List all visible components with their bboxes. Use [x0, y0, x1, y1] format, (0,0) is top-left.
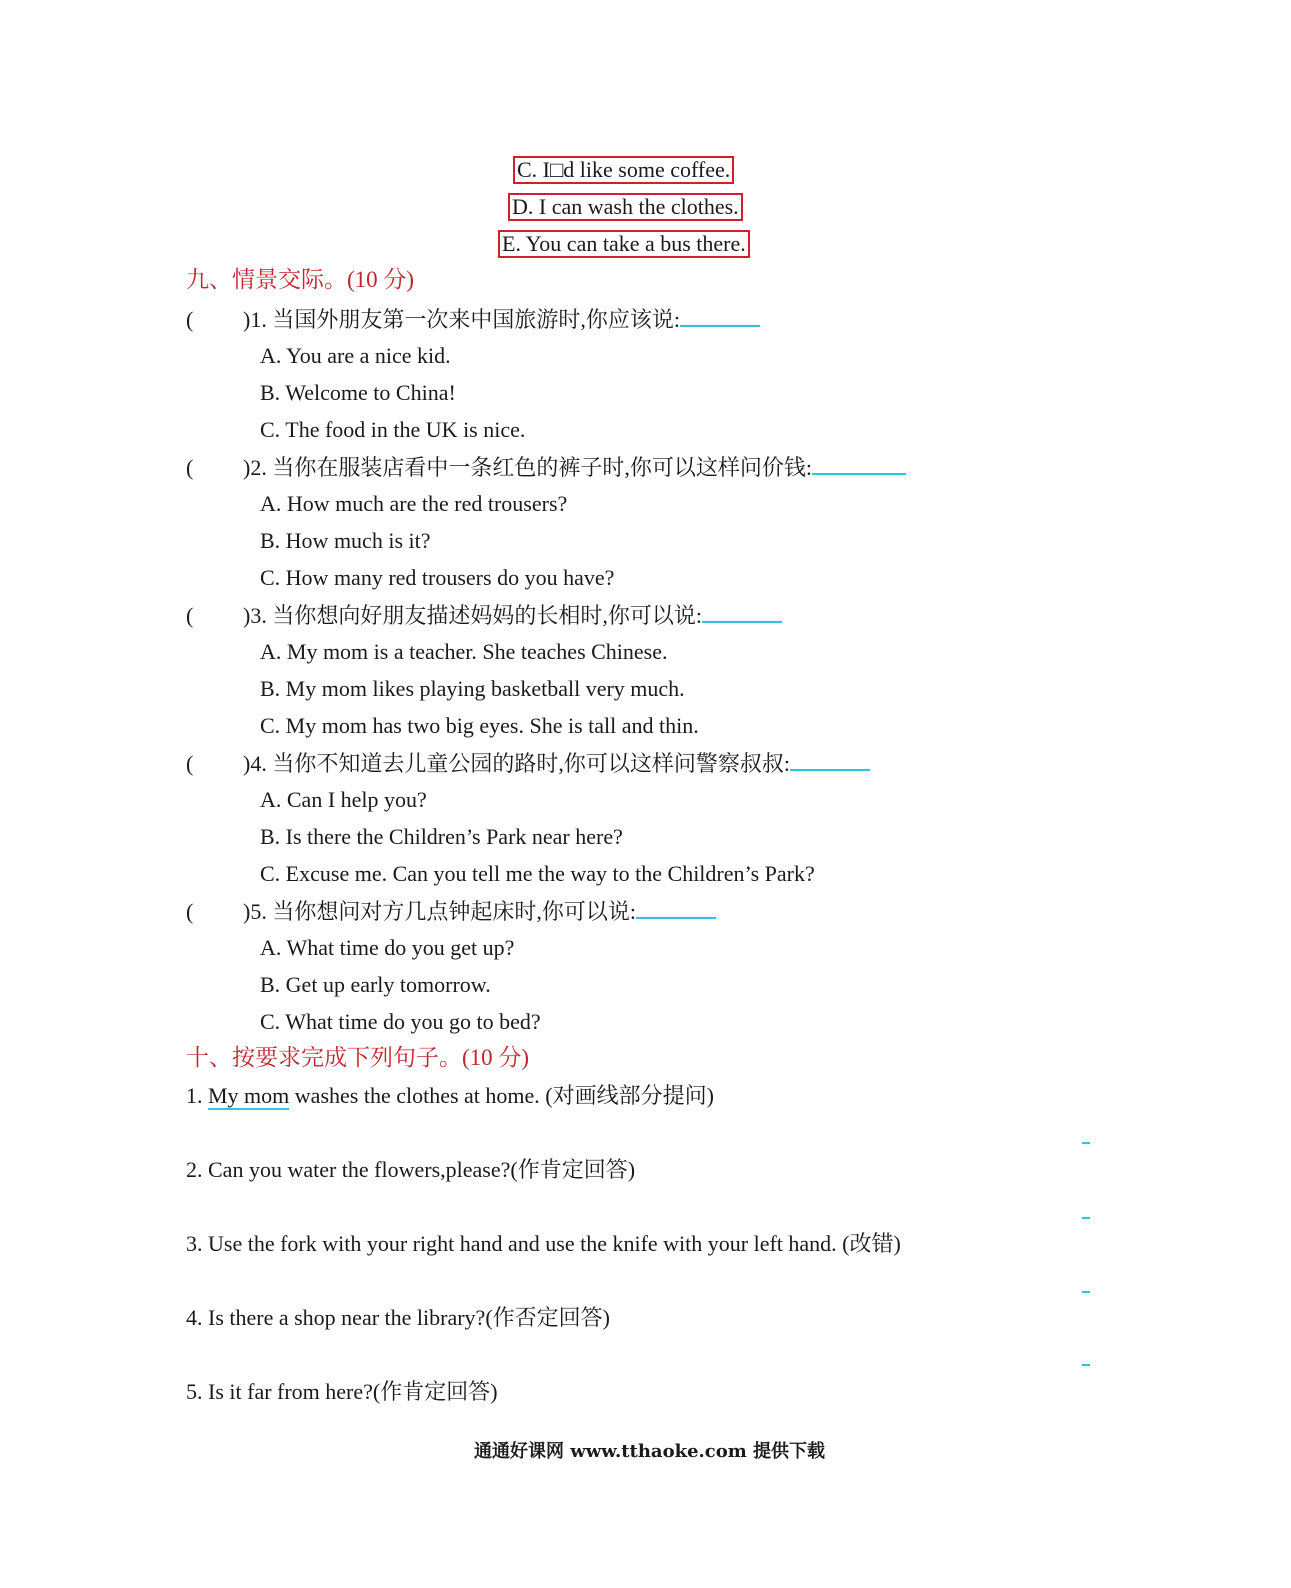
- paren-close-1: ): [243, 307, 251, 332]
- q4-option-b: B. Is there the Children’s Park near here?: [260, 824, 623, 849]
- rewrite-1-rest: washes the clothes at home. (对画线部分提问): [294, 1083, 714, 1108]
- q5-option-a: A. What time do you get up?: [260, 935, 515, 960]
- q5-option-b: B. Get up early tomorrow.: [260, 972, 491, 997]
- rewrite-1-underlined: My mom: [208, 1083, 290, 1108]
- q1-option-a: A. You are a nice kid.: [260, 343, 451, 368]
- q2-option-b: B. How much is it?: [260, 528, 431, 553]
- answer-paren-open-3: (: [186, 603, 194, 628]
- question-3: [243, 603, 782, 629]
- q4-option-a: A. Can I help you?: [260, 787, 427, 812]
- answer-blank-3[interactable]: [702, 603, 782, 623]
- question-1: [243, 307, 760, 333]
- answer-paren-open-1: (: [186, 307, 194, 332]
- q1-option-b: B. Welcome to China!: [260, 380, 456, 405]
- answer-blank-4[interactable]: [790, 751, 870, 771]
- option-d-box: D. I can wash the clothes.: [508, 193, 743, 221]
- answer-paren-open-2: (: [186, 455, 194, 480]
- question-4: [243, 751, 870, 777]
- q2-option-a: A. How much are the red trousers?: [260, 491, 568, 516]
- paren-close-5: ): [243, 899, 251, 924]
- question-4-prompt: 4. 当你不知道去儿童公园的路时,你可以这样问警察叔叔:: [250, 751, 790, 776]
- section9-heading: 九、情景交际。(10 分): [186, 267, 415, 292]
- q3-option-a: A. My mom is a teacher. She teaches Chinese.: [260, 639, 668, 664]
- q2-option-c: C. How many red trousers do you have?: [260, 565, 615, 590]
- answer-line-mark-3[interactable]: [1082, 1291, 1090, 1293]
- rewrite-question-2: 2. Can you water the flowers,please?(作肯定回答): [186, 1157, 636, 1182]
- paren-close-4: ): [243, 751, 251, 776]
- answer-paren-open-5: (: [186, 899, 194, 924]
- q3-option-b: B. My mom likes playing basketball very much.: [260, 676, 685, 701]
- rewrite-question-4: 4. Is there a shop near the library?(作否定回答): [186, 1305, 610, 1330]
- question-5-prompt: 5. 当你想问对方几点钟起床时,你可以说:: [250, 899, 636, 924]
- rewrite-question-5: 5. Is it far from here?(作肯定回答): [186, 1379, 498, 1404]
- option-c-box: C. I□d like some coffee.: [513, 156, 734, 184]
- footer-source: 通通好课网 www.tthaoke.com 提供下载: [474, 1441, 826, 1462]
- answer-blank-1[interactable]: [680, 307, 760, 327]
- question-2: [243, 455, 906, 481]
- question-1-prompt: 1. 当国外朋友第一次来中国旅游时,你应该说:: [250, 307, 680, 332]
- rewrite-question-1: [186, 1083, 714, 1109]
- rewrite-1-number: 1.: [186, 1083, 203, 1108]
- answer-line-mark-1[interactable]: [1082, 1142, 1090, 1144]
- answer-line-mark-2[interactable]: [1082, 1217, 1090, 1219]
- answer-paren-open-4: (: [186, 751, 194, 776]
- question-5: [243, 899, 716, 925]
- paren-close-2: ): [243, 455, 251, 480]
- question-2-prompt: 2. 当你在服装店看中一条红色的裤子时,你可以这样问价钱:: [250, 455, 812, 480]
- answer-blank-5[interactable]: [636, 899, 716, 919]
- q3-option-c: C. My mom has two big eyes. She is tall and thin.: [260, 713, 699, 738]
- rewrite-question-3: 3. Use the fork with your right hand and use the knife with your left hand. (改错): [186, 1231, 901, 1256]
- section10-heading: 十、按要求完成下列句子。(10 分): [186, 1045, 530, 1070]
- q4-option-c: C. Excuse me. Can you tell me the way to the Children’s Park?: [260, 861, 815, 886]
- option-e-box: E. You can take a bus there.: [498, 230, 750, 258]
- answer-line-mark-4[interactable]: [1082, 1364, 1090, 1366]
- answer-blank-2[interactable]: [812, 455, 906, 475]
- paren-close-3: ): [243, 603, 251, 628]
- q5-option-c: C. What time do you go to bed?: [260, 1009, 541, 1034]
- q1-option-c: C. The food in the UK is nice.: [260, 417, 526, 442]
- question-3-prompt: 3. 当你想向好朋友描述妈妈的长相时,你可以说:: [250, 603, 702, 628]
